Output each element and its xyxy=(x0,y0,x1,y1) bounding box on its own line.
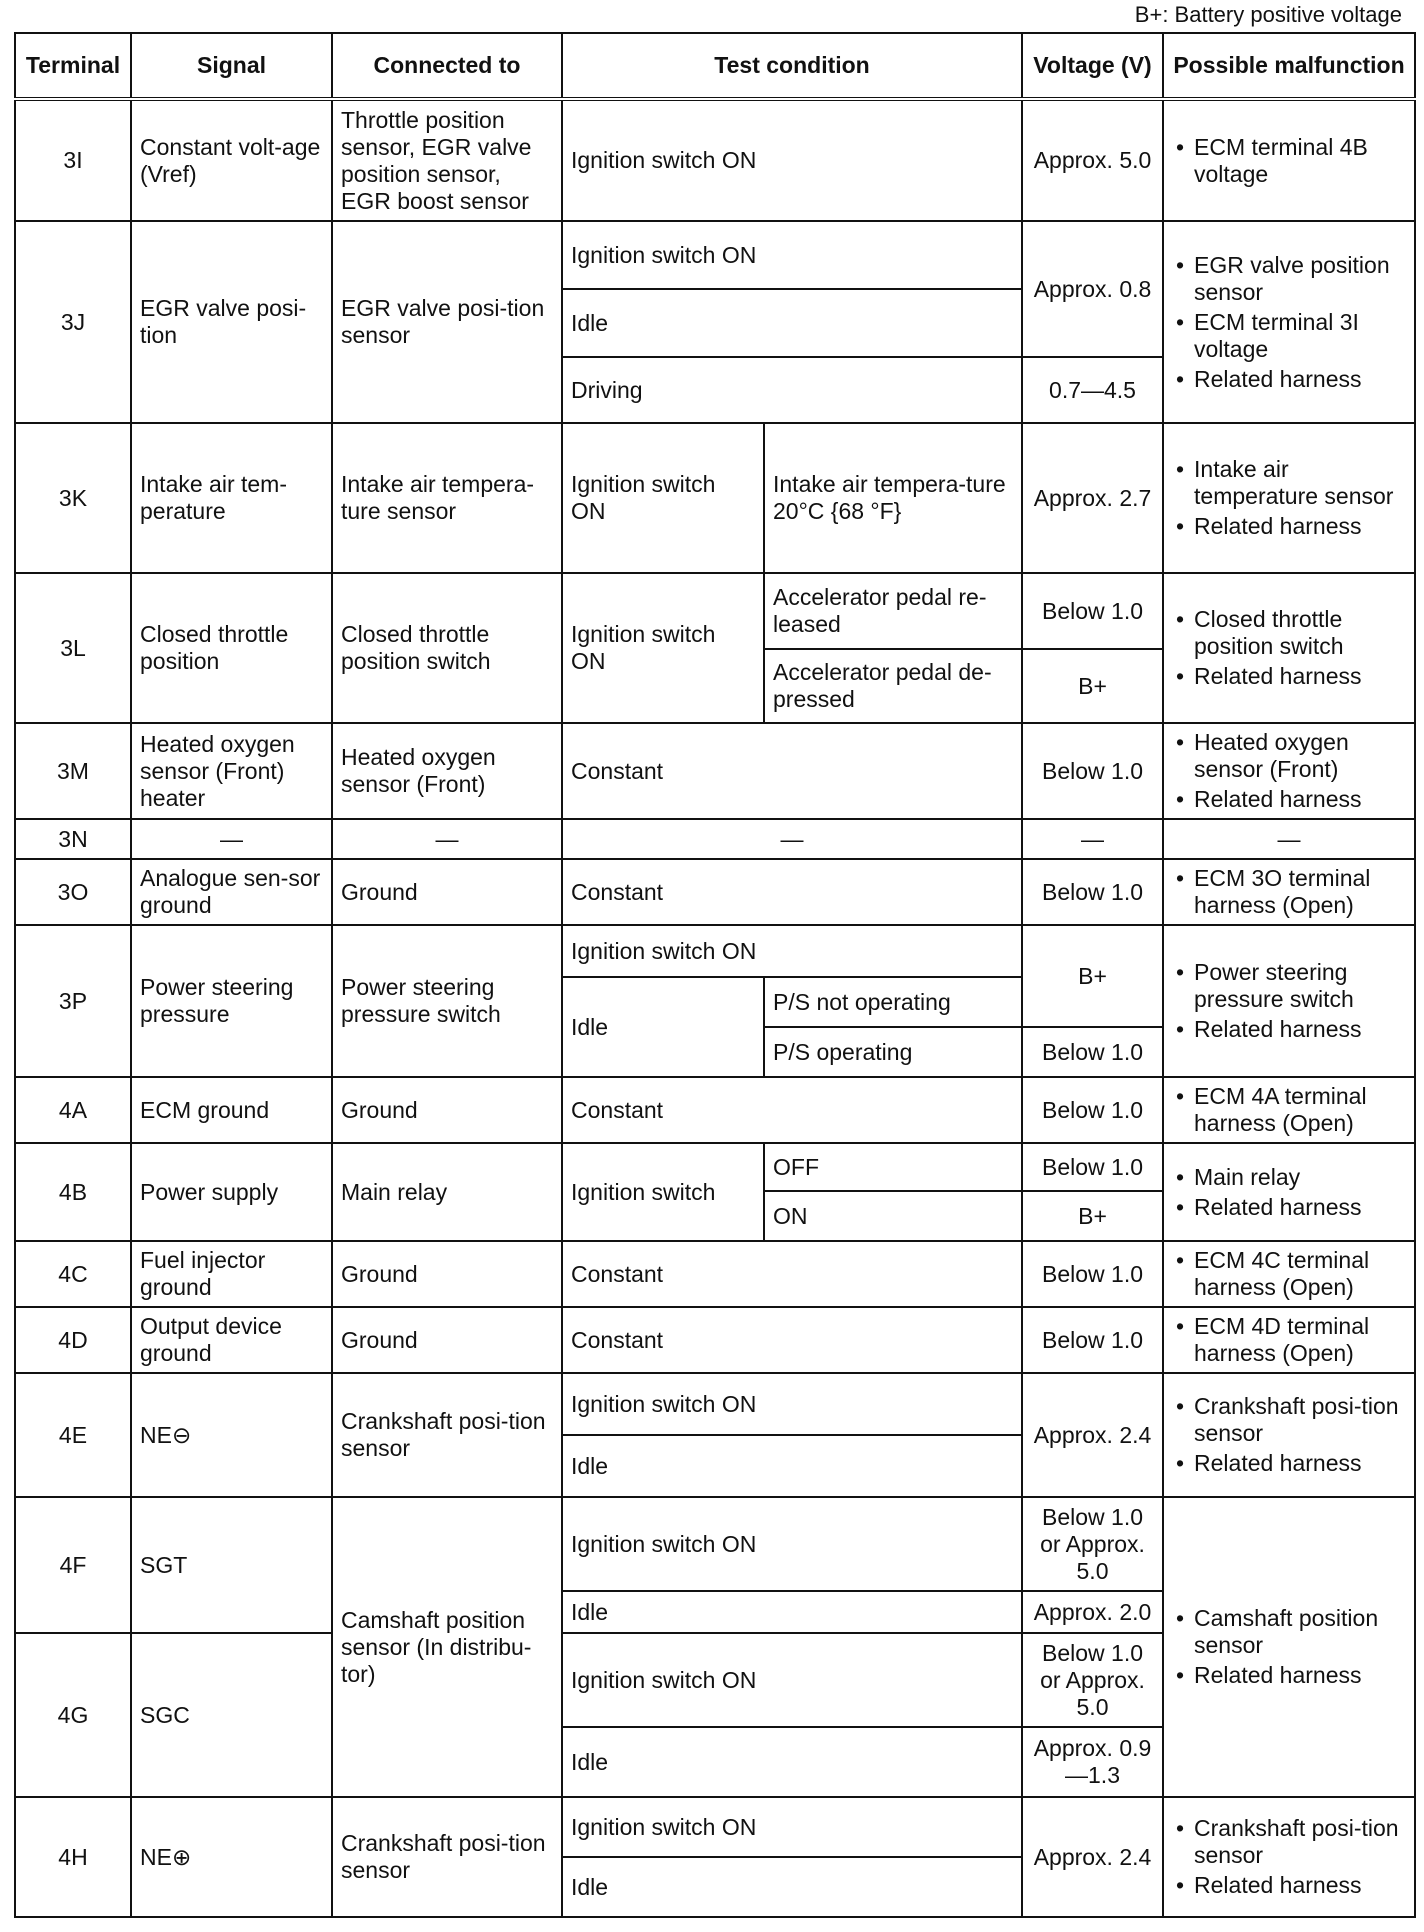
signal-cell: Power steering pressure xyxy=(131,925,332,1077)
test-condition-cell: Idle xyxy=(562,1857,1022,1917)
voltage-cell: Approx. 0.8 xyxy=(1022,221,1163,357)
malfunction-list xyxy=(1172,1164,1406,1221)
voltage-cell: Below 1.0 xyxy=(1022,1077,1163,1143)
voltage-cell: Below 1.0 or Approx. 5.0 xyxy=(1022,1633,1163,1727)
test-condition-cell: Idle xyxy=(562,1435,1022,1497)
signal-cell: SGC xyxy=(131,1633,332,1797)
malfunction-list xyxy=(1172,456,1406,540)
terminal-cell: 4D xyxy=(15,1307,131,1373)
malfunction-cell: — xyxy=(1163,819,1415,859)
test-condition-cell: Ignition switch ON xyxy=(562,925,1022,977)
signal-cell: Closed throttle position xyxy=(131,573,332,723)
test-condition-cell: Ignition switch ON xyxy=(562,1797,1022,1857)
malfunction-list xyxy=(1172,1605,1406,1689)
connected-cell: Ground xyxy=(332,859,562,925)
connected-cell: Closed throttle position switch xyxy=(332,573,562,723)
malfunction-cell xyxy=(1163,925,1415,1077)
connected-cell: Crankshaft posi-tion sensor xyxy=(332,1797,562,1917)
connected-cell: Ground xyxy=(332,1241,562,1307)
test-condition-cell: Ignition switch ON xyxy=(562,221,1022,289)
header-terminal: Terminal xyxy=(15,33,131,99)
table-row xyxy=(15,1143,1415,1191)
malfunction-item: • Related harness xyxy=(1172,366,1406,393)
malfunction-item: • Power steering pressure switch xyxy=(1172,959,1406,1013)
malfunction-item: • Heated oxygen sensor (Front) xyxy=(1172,729,1406,783)
table-header-row xyxy=(15,33,1415,99)
malfunction-item: • Related harness xyxy=(1172,1662,1406,1689)
malfunction-list xyxy=(1172,1313,1406,1367)
malfunction-item: • ECM terminal 4B voltage xyxy=(1172,134,1406,188)
signal-cell: Analogue sen-sor ground xyxy=(131,859,332,925)
terminal-cell: 4B xyxy=(15,1143,131,1241)
test-condition-cell: Ignition switch xyxy=(562,1143,764,1241)
table-row xyxy=(15,99,1415,221)
malfunction-item: • Related harness xyxy=(1172,786,1406,813)
test-condition-cell: — xyxy=(562,819,1022,859)
malfunction-list xyxy=(1172,865,1406,919)
malfunction-list xyxy=(1172,729,1406,813)
terminal-cell: 3I xyxy=(15,99,131,221)
malfunction-list xyxy=(1172,134,1406,188)
signal-cell: ECM ground xyxy=(131,1077,332,1143)
test-condition-detail-cell: P/S operating xyxy=(764,1027,1022,1077)
terminal-cell: 4C xyxy=(15,1241,131,1307)
test-condition-cell: Ignition switch ON xyxy=(562,573,764,723)
test-condition-cell: Ignition switch ON xyxy=(562,1497,1022,1591)
malfunction-cell xyxy=(1163,859,1415,925)
terminal-cell: 4A xyxy=(15,1077,131,1143)
malfunction-cell xyxy=(1163,99,1415,221)
connected-cell: Camshaft position sensor (In distribu-tor) xyxy=(332,1497,562,1797)
test-condition-cell: Constant xyxy=(562,1077,1022,1143)
malfunction-cell xyxy=(1163,1497,1415,1797)
header-test-condition: Test condition xyxy=(562,33,1022,99)
terminal-cell: 4F xyxy=(15,1497,131,1633)
terminal-cell: 3P xyxy=(15,925,131,1077)
malfunction-list xyxy=(1172,959,1406,1043)
malfunction-cell xyxy=(1163,723,1415,819)
test-condition-cell: Idle xyxy=(562,977,764,1077)
terminal-cell: 4H xyxy=(15,1797,131,1917)
terminal-cell: 3J xyxy=(15,221,131,423)
voltage-cell: Below 1.0 xyxy=(1022,1027,1163,1077)
connected-cell: — xyxy=(332,819,562,859)
malfunction-list xyxy=(1172,606,1406,690)
malfunction-cell xyxy=(1163,1797,1415,1917)
voltage-cell: B+ xyxy=(1022,925,1163,1027)
malfunction-item: • Related harness xyxy=(1172,1194,1406,1221)
voltage-cell: Below 1.0 xyxy=(1022,1307,1163,1373)
voltage-cell: Approx. 2.7 xyxy=(1022,423,1163,573)
table-row xyxy=(15,1497,1415,1591)
malfunction-item: • Related harness xyxy=(1172,513,1406,540)
test-condition-cell: Idle xyxy=(562,289,1022,357)
voltage-cell: Approx. 5.0 xyxy=(1022,99,1163,221)
test-condition-detail-cell: Accelerator pedal de-pressed xyxy=(764,649,1022,723)
header-voltage: Voltage (V) xyxy=(1022,33,1163,99)
terminal-cell: 4G xyxy=(15,1633,131,1797)
table-row xyxy=(15,1241,1415,1307)
signal-cell: SGT xyxy=(131,1497,332,1633)
table-row xyxy=(15,573,1415,649)
table-row xyxy=(15,1797,1415,1857)
table-row xyxy=(15,925,1415,977)
malfunction-item: • Intake air temperature sensor xyxy=(1172,456,1406,510)
test-condition-cell: Ignition switch ON xyxy=(562,1373,1022,1435)
voltage-cell: B+ xyxy=(1022,649,1163,723)
malfunction-item: • ECM 4D terminal harness (Open) xyxy=(1172,1313,1406,1367)
table-row xyxy=(15,423,1415,573)
table-row xyxy=(15,859,1415,925)
table-row xyxy=(15,1077,1415,1143)
voltage-cell: Below 1.0 or Approx. 5.0 xyxy=(1022,1497,1163,1591)
malfunction-cell xyxy=(1163,1307,1415,1373)
terminal-cell: 3K xyxy=(15,423,131,573)
terminal-cell: 3O xyxy=(15,859,131,925)
malfunction-item: • Crankshaft posi-tion sensor xyxy=(1172,1393,1406,1447)
terminal-cell: 3M xyxy=(15,723,131,819)
malfunction-item: • ECM 4C terminal harness (Open) xyxy=(1172,1247,1406,1301)
test-condition-detail-cell: Intake air tempera-ture 20°C {68 °F} xyxy=(764,423,1022,573)
malfunction-item: • Related harness xyxy=(1172,1872,1406,1899)
header-possible-malfunction: Possible malfunction xyxy=(1163,33,1415,99)
malfunction-list xyxy=(1172,1815,1406,1899)
malfunction-list xyxy=(1172,1247,1406,1301)
voltage-cell: Approx. 0.9—1.3 xyxy=(1022,1727,1163,1797)
voltage-cell: Below 1.0 xyxy=(1022,1241,1163,1307)
signal-cell: NE⊕ xyxy=(131,1797,332,1917)
signal-cell: Output device ground xyxy=(131,1307,332,1373)
table-row xyxy=(15,1307,1415,1373)
test-condition-cell: Idle xyxy=(562,1591,1022,1633)
voltage-cell: Below 1.0 xyxy=(1022,573,1163,649)
test-condition-cell: Idle xyxy=(562,1727,1022,1797)
malfunction-cell xyxy=(1163,423,1415,573)
test-condition-cell: Driving xyxy=(562,357,1022,423)
malfunction-list xyxy=(1172,1083,1406,1137)
signal-cell: Heated oxygen sensor (Front) heater xyxy=(131,723,332,819)
connected-cell: Intake air tempera-ture sensor xyxy=(332,423,562,573)
malfunction-item: • Main relay xyxy=(1172,1164,1406,1191)
terminal-cell: 3L xyxy=(15,573,131,723)
signal-cell: NE⊖ xyxy=(131,1373,332,1497)
malfunction-list xyxy=(1172,1393,1406,1477)
terminal-voltage-table xyxy=(14,32,1416,1918)
signal-cell: EGR valve posi-tion xyxy=(131,221,332,423)
test-condition-cell: Constant xyxy=(562,1241,1022,1307)
voltage-cell: 0.7—4.5 xyxy=(1022,357,1163,423)
connected-cell: Heated oxygen sensor (Front) xyxy=(332,723,562,819)
test-condition-detail-cell: ON xyxy=(764,1191,1022,1241)
malfunction-cell xyxy=(1163,221,1415,423)
signal-cell: Intake air tem-perature xyxy=(131,423,332,573)
malfunction-item: • Crankshaft posi-tion sensor xyxy=(1172,1815,1406,1869)
header-signal: Signal xyxy=(131,33,332,99)
table-row xyxy=(15,723,1415,819)
malfunction-item: • Closed throttle position switch xyxy=(1172,606,1406,660)
voltage-cell: Approx. 2.0 xyxy=(1022,1591,1163,1633)
table-row xyxy=(15,819,1415,859)
connected-cell: Throttle position sensor, EGR valve position sensor, EGR boost sensor xyxy=(332,99,562,221)
test-condition-detail-cell: OFF xyxy=(764,1143,1022,1191)
malfunction-item: • Camshaft position sensor xyxy=(1172,1605,1406,1659)
malfunction-item: • EGR valve position sensor xyxy=(1172,252,1406,306)
test-condition-detail-cell: Accelerator pedal re-leased xyxy=(764,573,1022,649)
voltage-cell: B+ xyxy=(1022,1191,1163,1241)
malfunction-item: • ECM 4A terminal harness (Open) xyxy=(1172,1083,1406,1137)
voltage-cell: Approx. 2.4 xyxy=(1022,1797,1163,1917)
connected-cell: Power steering pressure switch xyxy=(332,925,562,1077)
signal-cell: — xyxy=(131,819,332,859)
malfunction-cell xyxy=(1163,1143,1415,1241)
voltage-cell: Below 1.0 xyxy=(1022,859,1163,925)
connected-cell: Ground xyxy=(332,1307,562,1373)
connected-cell: Crankshaft posi-tion sensor xyxy=(332,1373,562,1497)
voltage-cell: — xyxy=(1022,819,1163,859)
signal-cell: Fuel injector ground xyxy=(131,1241,332,1307)
test-condition-cell: Constant xyxy=(562,859,1022,925)
table-row xyxy=(15,221,1415,289)
malfunction-cell xyxy=(1163,1241,1415,1307)
voltage-cell: Below 1.0 xyxy=(1022,1143,1163,1191)
test-condition-cell: Constant xyxy=(562,1307,1022,1373)
terminal-cell: 4E xyxy=(15,1373,131,1497)
malfunction-item: • Related harness xyxy=(1172,663,1406,690)
malfunction-cell xyxy=(1163,1077,1415,1143)
voltage-cell: Below 1.0 xyxy=(1022,723,1163,819)
malfunction-cell xyxy=(1163,1373,1415,1497)
test-condition-cell: Ignition switch ON xyxy=(562,1633,1022,1727)
malfunction-list xyxy=(1172,252,1406,393)
voltage-cell: Approx. 2.4 xyxy=(1022,1373,1163,1497)
malfunction-cell xyxy=(1163,573,1415,723)
battery-voltage-note: B+: Battery positive voltage xyxy=(1134,2,1402,27)
malfunction-item: • ECM 3O terminal harness (Open) xyxy=(1172,865,1406,919)
test-condition-cell: Ignition switch ON xyxy=(562,99,1022,221)
test-condition-detail-cell: P/S not operating xyxy=(764,977,1022,1027)
header-connected-to: Connected to xyxy=(332,33,562,99)
malfunction-item: • Related harness xyxy=(1172,1450,1406,1477)
test-condition-cell: Ignition switch ON xyxy=(562,423,764,573)
signal-cell: Power supply xyxy=(131,1143,332,1241)
signal-cell: Constant volt-age (Vref) xyxy=(131,99,332,221)
connected-cell: Main relay xyxy=(332,1143,562,1241)
malfunction-item: • Related harness xyxy=(1172,1016,1406,1043)
connected-cell: Ground xyxy=(332,1077,562,1143)
test-condition-cell: Constant xyxy=(562,723,1022,819)
terminal-cell: 3N xyxy=(15,819,131,859)
connected-cell: EGR valve posi-tion sensor xyxy=(332,221,562,423)
table-row xyxy=(15,1373,1415,1435)
malfunction-item: • ECM terminal 3I voltage xyxy=(1172,309,1406,363)
